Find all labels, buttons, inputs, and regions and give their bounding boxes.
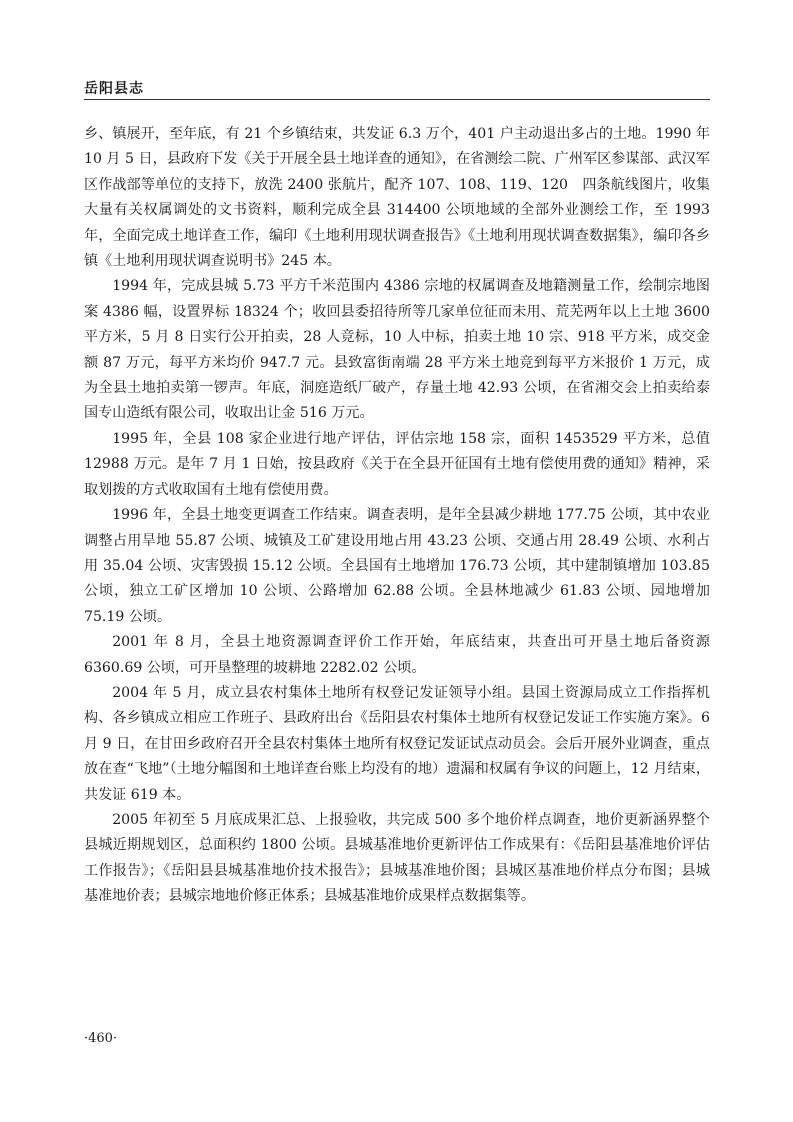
paragraph-2005: 2005 年初至 5 月底成果汇总、上报验收，共完成 500 多个地价样点调查，地价更新涵界整个县城近期规划区，总面积约 1800 公顷。县城基准地价更新评估工作成果有：《岳阳县基准地价评估工作报告》；《岳阳县县城基准地价技术报告》；县城基准地价图；县城区基准地价样点分布图；县城基准地价表；县城宗地地价修正体系；县城基准地价成果样点数据集等。 xyxy=(84,811,710,905)
header-divider xyxy=(84,99,710,100)
page-header-title: 岳阳县志 xyxy=(84,81,144,97)
paragraph-1994: 1994 年，完成县城 5.73 平方千米范围内 4386 宗地的权属调查及地籍测量工作，绘制宗地图案 4386 幅，设置界标 18324 个；收回县委招待所等几家单位征而未用、荒芜两年以上土地 3600 平方米，5 月 8 日实行公开拍卖，28 人竞标，10 人中标，拍卖土地 10 宗、918 平方米，成交金额 87 万元，每平方米均价 947.7 元。县致富街南端 28 平方米土地竞到每平方米报价 1 万元，成为全县土地拍卖第一锣声。年底，洞庭造纸厂破产，存量土地 42.93 公顷，在省湘交会上拍卖给泰国专山造纸有限公司，收取出让金 516 万元。 xyxy=(84,278,710,422)
body-text xyxy=(84,122,710,910)
paragraph-2004: 2004 年 5 月，成立县农村集体土地所有权登记发证领导小组。县国土资源局成立工作指挥机构、各乡镇成立相应工作班子、县政府出台《岳阳县农村集体土地所有权登记发证工作实施方案》。6 月 9 日，在甘田乡政府召开全县农村集体土地所有权登记发证试点动员会。会后开展外业调查，重点放在查“飞地”（土地分幅图和土地详查台账上均没有的地）遗漏和权属有争议的问题上，12 月结束，共发证 619 本。 xyxy=(84,684,710,803)
paragraph-continuation: 乡、镇展开，至年底，有 21 个乡镇结束，共发证 6.3 万个，401 户主动退出多占的土地。1990 年 10 月 5 日，县政府下发《关于开展全县土地详查的通知》，在省测绘二院、广州军区参谋部、武汉军区作战部等单位的支持下，放洗 2400 张航片，配齐 107、108、119、120 四条航线图片，收集大量有关权属调处的文书资料，顺利完成全县 314400 公顷地域的全部外业测绘工作，至 1993 年，全面完成土地详查工作，编印《土地利用现状调查报告》《土地利用现状调查数据集》，编印各乡镇《土地利用现状调查说明书》245 本。 xyxy=(84,126,710,270)
paragraph-2001: 2001 年 8 月，全县土地资源调查评价工作开始，年底结束，共查出可开垦土地后备资源 6360.69 公顷，可开垦整理的坡耕地 2282.02 公顷。 xyxy=(84,634,710,676)
paragraph-1996: 1996 年，全县土地变更调查工作结束。调查表明，是年全县减少耕地 177.75 公顷，其中农业调整占用旱地 55.87 公顷、城镇及工矿建设用地占用 43.23 公顷、交通占用 28.49 公顷、水利占用 35.04 公顷、灾害毁损 15.12 公顷。全县国有土地增加 176.73 公顷，其中建制镇增加 103.85 公顷，独立工矿区增加 10 公顷、公路增加 62.88 公顷。全县林地减少 61.83 公顷、园地增加 75.19 公顷。 xyxy=(84,507,710,625)
page-number: ·460· xyxy=(84,1031,118,1046)
paragraph-1995: 1995 年，全县 108 家企业进行地产评估，评估宗地 158 宗，面积 1453529 平方米，总值 12988 万元。是年 7 月 1 日始，按县政府《关于在全县开征国有土地有偿使用费的通知》精神，采取划拨的方式收取国有土地有偿使用费。 xyxy=(84,430,710,498)
